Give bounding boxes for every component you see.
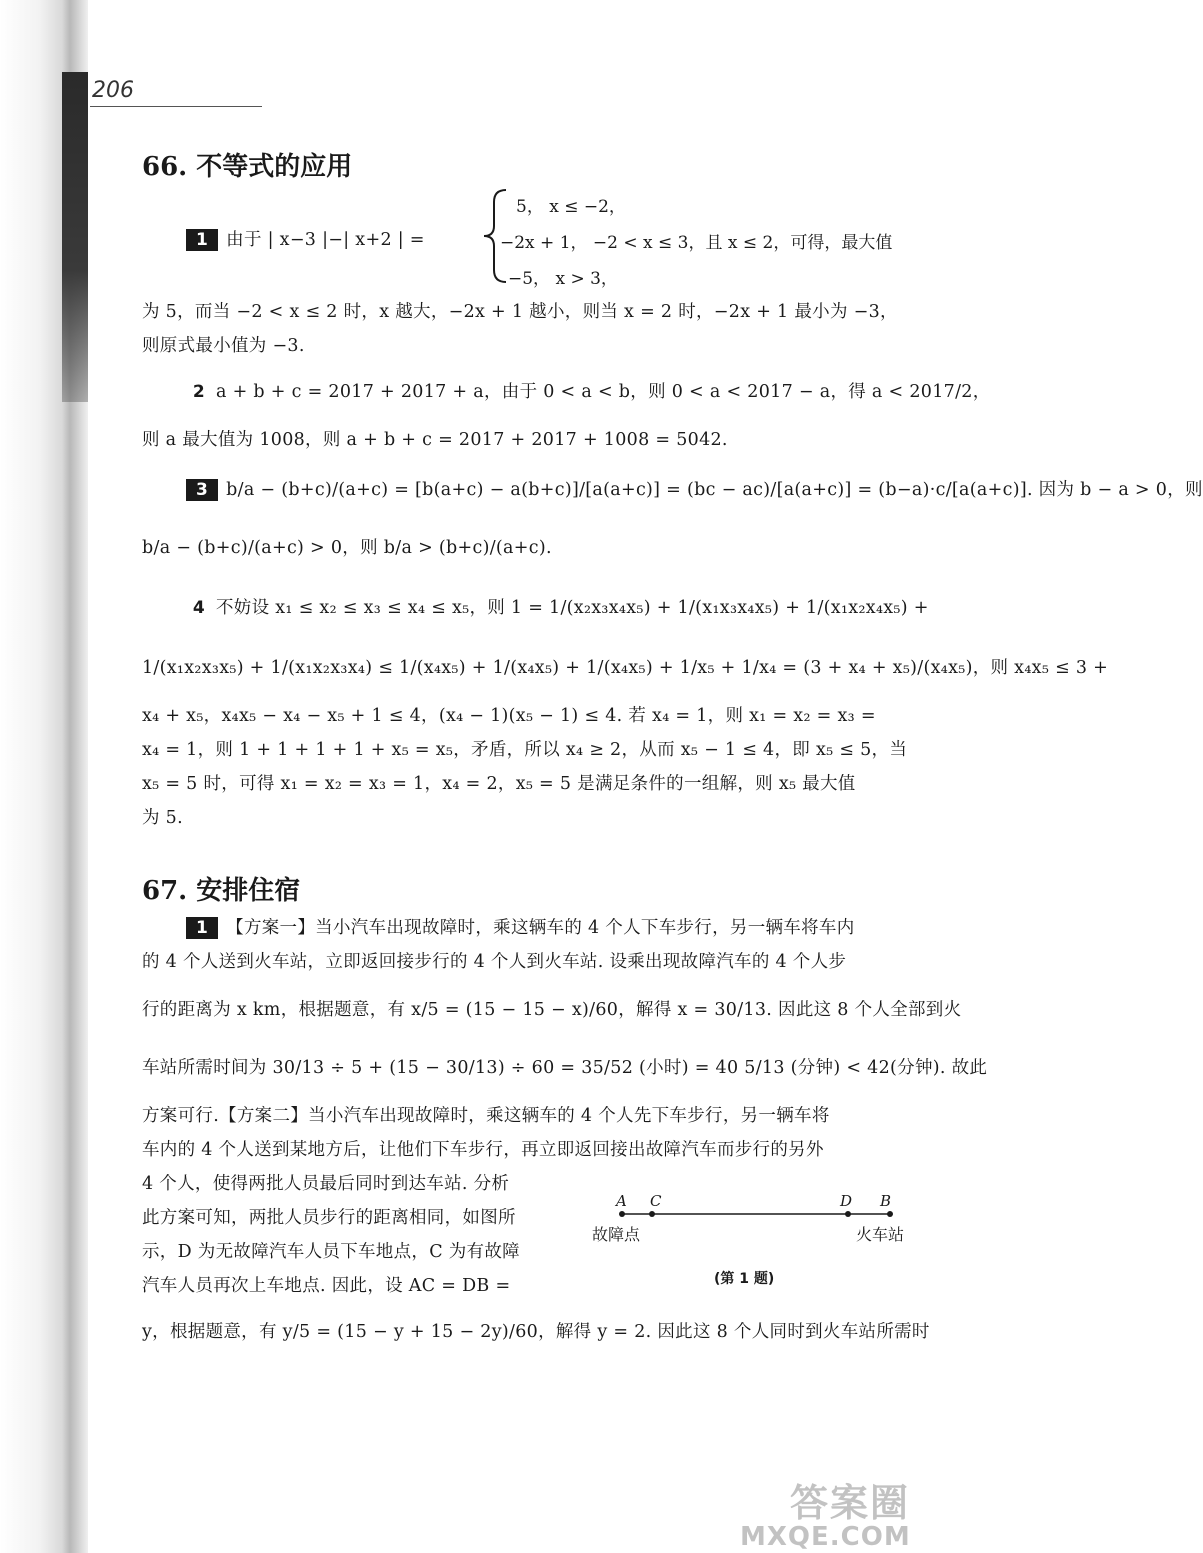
case-row-1: 5， x ≤ −2， [516,197,626,217]
figure-label-d: D [840,1192,853,1210]
figure-point-d [845,1211,851,1217]
s66-p2-line2: 则 a 最大值为 1008，则 a + b + c = 2017 + 2017 + 1008 = 5042. [142,430,728,450]
s67-p1-line5: 方案可行.【方案二】当小汽车出现故障时，乘这辆车的 4 个人先下车步行，另一辆车将 [142,1106,830,1126]
s66-p4-line6: 为 5. [142,808,183,828]
s66-p4-line1: 4 不妨设 x₁ ≤ x₂ ≤ x₃ ≤ x₄ ≤ x₅，则 1 = 1/(x₂x₃x₄x₅) + 1/(x₁x₃x₄x₅) + 1/(x₁x₂x₄x₅) + [186,594,942,619]
s67-p1-line3: 行的距离为 x km，根据题意，有 x/5 = (15 − 15 − x)/60，解得 x = 30/13. 因此这 8 个人全部到火 [142,1000,962,1020]
s67-p1-line2: 的 4 个人送到火车站，立即返回接步行的 4 个人到火车站. 设乘出现故障汽车的 4 个人步 [142,952,847,972]
section-66-title: 66. 不等式的应用 [142,152,353,182]
s66-p2-line1: 2 a + b + c = 2017 + 2017 + a，由于 0 < a < b，则 0 < a < 2017 − a，得 a < 2017/2， [186,378,942,403]
s66-p4-line5: x₅ = 5 时，可得 x₁ = x₂ = x₃ = 1，x₄ = 2，x₅ = 5 是满足条件的一组解，则 x₅ 最大值 [142,774,856,794]
figure-label-a: A [616,1192,627,1210]
section-67-title: 67. 安排住宿 [142,876,301,906]
s67-p1-line10: 汽车人员再次上车地点. 因此，设 AC = DB = [142,1276,511,1296]
problem-label-2: 2 [192,382,206,402]
figure-point-c [649,1211,655,1217]
figure-point-a [619,1211,625,1217]
figure-caption: (第 1 题) [714,1271,775,1287]
s67-p1-line9: 示，D 为无故障汽车人员下车地点，C 为有故障 [142,1242,520,1262]
case-row-2: −2x + 1， −2 < x ≤ 3，且 x ≤ 2，可得，最大值 [500,233,893,253]
s67-p1-line7: 4 个人，使得两批人员最后同时到达车站. 分析 [142,1174,510,1194]
s66-p3-line1: 3 b/a − (b+c)/(a+c) = [b(a+c) − a(b+c)]/[a(a+c)] = (bc − ac)/[a(a+c)] = (b−a)·c/[a(a+c)]. 因为 b − a > 0，则 [186,476,942,501]
watermark-url: MXQE.COM [740,1522,911,1552]
watermark-logo: 答案圈 [790,1481,911,1525]
page-number: 206 [92,78,134,103]
problem-label-1: 1 [186,229,218,251]
s66-p1-line3: 则原式最小值为 −3. [142,336,305,356]
figure-left-label: 故障点 [592,1225,641,1244]
figure-right-label: 火车站 [856,1225,905,1244]
header-rule [90,106,262,107]
s67-p1-line1: 1 【方案一】当小汽车出现故障时，乘这辆车的 4 个人下车步行，另一辆车将车内 [186,914,942,939]
s66-p4-line4: x₄ = 1，则 1 + 1 + 1 + 1 + x₅ = x₅，矛盾，所以 x₄ ≥ 2，从而 x₅ − 1 ≤ 4，即 x₅ ≤ 5，当 [142,740,908,760]
problem-label-3: 3 [186,479,218,501]
s66-p4-line3: x₄ + x₅，x₄x₅ − x₄ − x₅ + 1 ≤ 4，(x₄ − 1)(x₅ − 1) ≤ 4. 若 x₄ = 1，则 x₁ = x₂ = x₃ = [142,706,876,726]
s67-p1-line8: 此方案可知，两批人员步行的距离相同，如图所 [142,1208,516,1228]
figure-label-b: B [880,1192,892,1210]
s66-p1-line2: 为 5，而当 −2 < x ≤ 2 时，x 越大，−2x + 1 越小，则当 x = 2 时，−2x + 1 最小为 −3， [142,302,898,322]
s66-p3-line2: b/a − (b+c)/(a+c) > 0，则 b/a > (b+c)/(a+c). [142,538,552,558]
figure-label-c: C [650,1192,662,1210]
s67-p1-line4: 车站所需时间为 30/13 ÷ 5 + (15 − 30/13) ÷ 60 = 35/52 (小时) = 40 5/13 (分钟) < 42(分钟). 故此 [142,1058,988,1078]
case-row-3: −5， x > 3， [508,269,618,289]
s67-p1-line6: 车内的 4 个人送到某地方后，让他们下车步行，再立即返回接出故障汽车而步行的另外 [142,1140,824,1160]
page-edge-dark-strip [62,72,88,402]
s66-p4-line2: 1/(x₁x₂x₃x₅) + 1/(x₁x₂x₃x₄) ≤ 1/(x₄x₅) + 1/(x₄x₅) + 1/(x₄x₅) + 1/x₅ + 1/x₄ = (3 + x₄ + x₅)/(x₄x₅)，则 x₄x₅ ≤ 3 + [142,658,1109,678]
problem-label-4: 4 [192,598,206,618]
problem-label-67-1: 1 [186,917,218,939]
figure-point-b [887,1211,893,1217]
s66-p1-line1: 1 由于 | x−3 |−| x+2 | = [186,226,942,251]
s67-p1-line11: y，根据题意，有 y/5 = (15 − y + 15 − 2y)/60，解得 y = 2. 因此这 8 个人同时到火车站所需时 [142,1322,930,1342]
